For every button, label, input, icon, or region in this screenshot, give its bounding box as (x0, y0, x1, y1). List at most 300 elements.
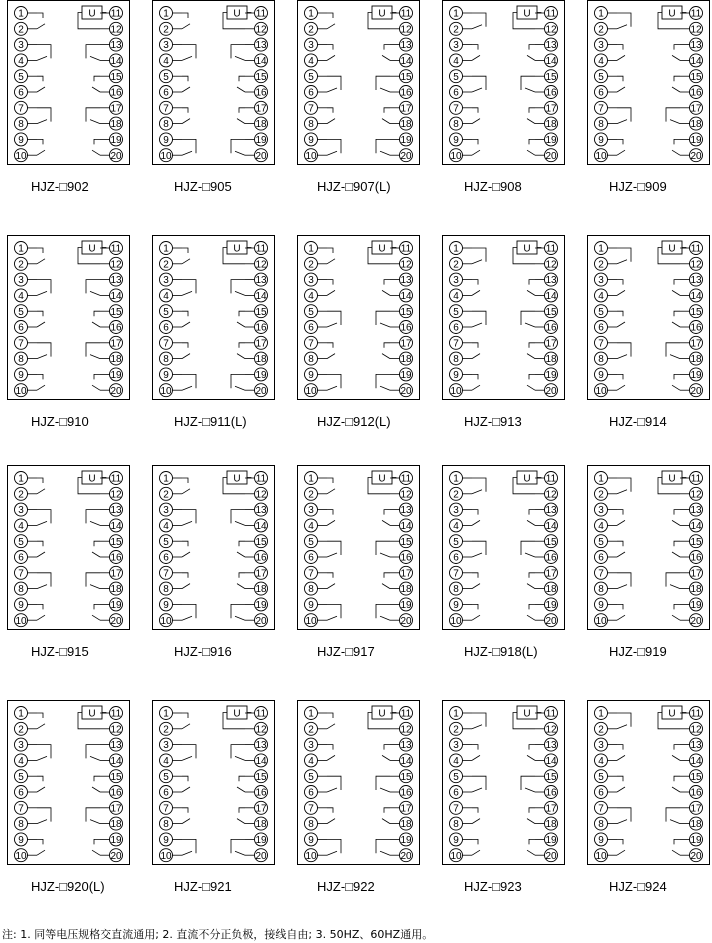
svg-text:11: 11 (545, 243, 557, 255)
terminal-17 (680, 801, 703, 814)
contact-left (472, 776, 486, 792)
relay-wiring-diagram (442, 465, 565, 660)
terminal-3 (305, 273, 328, 286)
svg-text:3: 3 (163, 40, 169, 52)
terminal-18 (535, 817, 558, 830)
svg-text:19: 19 (255, 600, 267, 611)
terminal-3 (15, 273, 38, 286)
svg-text:18: 18 (400, 584, 412, 596)
terminal-9 (595, 368, 618, 381)
svg-text:9: 9 (163, 600, 169, 611)
svg-text:3: 3 (598, 275, 604, 287)
terminal-9 (595, 598, 618, 611)
contact-left (37, 248, 45, 264)
svg-text:12: 12 (400, 489, 412, 501)
contact-left (617, 374, 625, 390)
svg-text:6: 6 (308, 322, 314, 334)
svg-text:16: 16 (545, 87, 557, 99)
svg-text:13: 13 (545, 40, 557, 52)
terminal-10 (15, 849, 38, 862)
svg-text:12: 12 (545, 24, 557, 36)
terminal-15 (100, 305, 123, 318)
svg-text:14: 14 (400, 521, 412, 532)
svg-text:18: 18 (255, 119, 267, 131)
terminal-6 (15, 786, 38, 799)
contact-left (182, 478, 190, 494)
svg-text:15: 15 (110, 536, 122, 548)
svg-text:20: 20 (255, 850, 267, 862)
svg-text:19: 19 (690, 600, 702, 611)
terminal-14 (245, 54, 268, 67)
terminal-8 (450, 352, 473, 365)
terminal-2 (450, 257, 473, 270)
svg-text:20: 20 (690, 615, 702, 627)
svg-text:1: 1 (453, 8, 459, 20)
svg-text:19: 19 (400, 135, 412, 146)
contact-left (327, 541, 341, 557)
svg-text:3: 3 (18, 275, 24, 287)
svg-text:4: 4 (18, 56, 24, 67)
svg-text:6: 6 (453, 322, 459, 334)
svg-text:6: 6 (18, 87, 24, 99)
terminal-7 (595, 801, 618, 814)
terminal-2 (305, 22, 328, 35)
svg-text:18: 18 (690, 119, 702, 131)
svg-text:16: 16 (690, 87, 702, 99)
svg-text:9: 9 (598, 370, 604, 381)
svg-text:17: 17 (690, 103, 702, 115)
svg-text:4: 4 (598, 56, 604, 67)
svg-text:9: 9 (453, 835, 459, 846)
terminal-16 (245, 786, 268, 799)
contact-left (617, 108, 631, 124)
terminal-13 (680, 738, 703, 751)
diagram-drawing (152, 0, 275, 167)
svg-text:9: 9 (453, 370, 459, 381)
terminal-13 (245, 273, 268, 286)
contact-right (92, 776, 100, 792)
svg-text:8: 8 (18, 584, 24, 596)
terminal-3 (15, 503, 38, 516)
terminal-2 (595, 22, 618, 35)
svg-text:8: 8 (598, 354, 604, 366)
svg-text:8: 8 (163, 819, 169, 831)
terminal-1 (160, 242, 183, 255)
svg-text:14: 14 (255, 521, 267, 532)
svg-text:15: 15 (400, 536, 412, 548)
svg-text:3: 3 (18, 740, 24, 752)
svg-text:10: 10 (305, 150, 317, 162)
terminal-10 (450, 614, 473, 627)
svg-text:1: 1 (598, 243, 604, 255)
contact-left (617, 13, 631, 29)
terminal-18 (390, 582, 413, 595)
svg-text:15: 15 (545, 306, 557, 318)
svg-text:19: 19 (110, 835, 122, 846)
svg-text:17: 17 (255, 568, 267, 580)
model-label: HJZ-□923 (464, 879, 522, 894)
relay-wiring-diagram (7, 235, 130, 430)
terminal-14 (680, 54, 703, 67)
svg-text:12: 12 (690, 259, 702, 271)
svg-text:20: 20 (545, 385, 557, 397)
svg-text:17: 17 (545, 803, 557, 815)
terminal-20 (245, 849, 268, 862)
terminal-13 (100, 503, 123, 516)
svg-text:20: 20 (255, 150, 267, 162)
terminal-20 (680, 614, 703, 627)
terminal-9 (15, 598, 38, 611)
svg-text:18: 18 (400, 354, 412, 366)
svg-text:11: 11 (400, 8, 412, 20)
terminal-20 (100, 849, 123, 862)
svg-text:4: 4 (18, 291, 24, 302)
svg-text:12: 12 (110, 489, 122, 501)
terminal-15 (535, 770, 558, 783)
model-label: HJZ-□924 (609, 879, 667, 894)
svg-text:4: 4 (453, 56, 459, 67)
diagram-drawing (297, 235, 420, 402)
terminal-1 (305, 472, 328, 485)
terminal-10 (15, 384, 38, 397)
svg-text:12: 12 (400, 259, 412, 271)
svg-text:10: 10 (595, 850, 607, 862)
terminal-5 (595, 535, 618, 548)
terminal-20 (245, 149, 268, 162)
svg-text:5: 5 (163, 771, 169, 783)
svg-text:11: 11 (255, 473, 267, 485)
svg-text:15: 15 (255, 306, 267, 318)
svg-text:13: 13 (690, 740, 702, 752)
svg-text:10: 10 (595, 150, 607, 162)
svg-text:5: 5 (598, 771, 604, 783)
terminal-17 (245, 801, 268, 814)
terminal-12 (100, 257, 123, 270)
svg-text:2: 2 (18, 489, 24, 501)
svg-text:2: 2 (18, 259, 24, 271)
svg-text:U: U (668, 243, 676, 255)
relay-wiring-diagram (587, 0, 710, 195)
contact-left (617, 808, 631, 824)
svg-text:15: 15 (545, 71, 557, 83)
svg-text:11: 11 (690, 473, 702, 485)
svg-text:8: 8 (163, 119, 169, 131)
svg-text:5: 5 (163, 536, 169, 548)
coil-symbol (368, 706, 396, 729)
svg-text:U: U (668, 473, 676, 485)
contact-left (327, 776, 341, 792)
relay-wiring-diagram (152, 0, 275, 195)
terminal-4 (450, 519, 473, 532)
terminal-2 (450, 22, 473, 35)
svg-text:U: U (233, 708, 241, 720)
terminal-18 (245, 817, 268, 830)
contact-right (666, 808, 680, 824)
svg-text:17: 17 (110, 568, 122, 580)
terminal-6 (15, 551, 38, 564)
terminal-8 (450, 117, 473, 130)
contact-right (237, 76, 245, 92)
contact-right (231, 280, 245, 296)
svg-text:7: 7 (453, 568, 459, 580)
model-label: HJZ-□905 (174, 179, 232, 194)
svg-text:18: 18 (255, 584, 267, 596)
coil-symbol (368, 6, 396, 29)
terminal-8 (15, 352, 38, 365)
svg-text:5: 5 (453, 71, 459, 83)
svg-text:1: 1 (598, 708, 604, 720)
contact-right (237, 776, 245, 792)
coil-symbol (513, 6, 541, 29)
contact-left (327, 604, 341, 620)
diagram-drawing (442, 700, 565, 867)
svg-text:16: 16 (545, 787, 557, 799)
svg-text:11: 11 (110, 708, 122, 720)
terminal-10 (450, 149, 473, 162)
svg-text:7: 7 (308, 338, 314, 350)
terminal-14 (390, 289, 413, 302)
contact-left (327, 13, 335, 29)
terminal-16 (680, 551, 703, 564)
contact-right (527, 510, 535, 526)
svg-text:10: 10 (450, 615, 462, 627)
svg-text:18: 18 (545, 119, 557, 131)
contact-right (237, 108, 245, 124)
terminal-9 (595, 133, 618, 146)
svg-text:17: 17 (400, 568, 412, 580)
contact-right (521, 76, 535, 92)
terminal-12 (390, 257, 413, 270)
terminal-16 (100, 551, 123, 564)
terminal-12 (390, 487, 413, 500)
svg-text:8: 8 (163, 584, 169, 596)
relay-wiring-diagram (7, 0, 130, 195)
coil-symbol (368, 241, 396, 264)
terminal-14 (680, 519, 703, 532)
svg-text:10: 10 (160, 150, 172, 162)
svg-text:U: U (378, 708, 386, 720)
contact-left (182, 139, 196, 155)
svg-text:18: 18 (690, 354, 702, 366)
svg-text:6: 6 (453, 552, 459, 564)
terminal-18 (100, 817, 123, 830)
contact-left (37, 13, 45, 29)
contact-left (37, 713, 45, 729)
contact-right (527, 280, 535, 296)
terminal-13 (390, 738, 413, 751)
contact-left (182, 510, 196, 526)
contact-left (182, 573, 190, 589)
terminal-17 (100, 336, 123, 349)
svg-text:7: 7 (18, 803, 24, 815)
svg-text:1: 1 (18, 473, 24, 485)
terminal-18 (245, 117, 268, 130)
svg-text:7: 7 (308, 103, 314, 115)
svg-text:11: 11 (400, 708, 412, 720)
svg-text:4: 4 (598, 756, 604, 767)
terminal-13 (245, 38, 268, 51)
contact-right (672, 604, 680, 620)
contact-left (617, 248, 631, 264)
coil-symbol (78, 471, 106, 494)
contact-left (617, 139, 625, 155)
coil-symbol (223, 706, 251, 729)
svg-text:4: 4 (598, 291, 604, 302)
terminal-6 (305, 321, 328, 334)
terminal-9 (15, 833, 38, 846)
svg-text:10: 10 (450, 150, 462, 162)
terminal-3 (450, 503, 473, 516)
svg-text:13: 13 (690, 275, 702, 287)
terminal-16 (390, 786, 413, 799)
svg-text:U: U (233, 243, 241, 255)
contact-left (617, 478, 631, 494)
terminal-16 (245, 86, 268, 99)
svg-text:19: 19 (400, 370, 412, 381)
terminal-13 (245, 738, 268, 751)
svg-text:13: 13 (110, 740, 122, 752)
svg-text:18: 18 (545, 819, 557, 831)
contact-right (231, 45, 245, 61)
terminal-3 (450, 38, 473, 51)
terminal-6 (450, 321, 473, 334)
svg-text:17: 17 (110, 338, 122, 350)
terminal-16 (100, 321, 123, 334)
svg-text:13: 13 (545, 505, 557, 517)
terminal-3 (595, 38, 618, 51)
terminal-9 (160, 368, 183, 381)
terminal-4 (305, 754, 328, 767)
terminal-20 (535, 614, 558, 627)
terminal-20 (100, 614, 123, 627)
model-label: HJZ-□916 (174, 644, 232, 659)
contact-left (182, 311, 190, 327)
contact-right (86, 280, 100, 296)
svg-text:19: 19 (690, 370, 702, 381)
terminal-20 (535, 849, 558, 862)
svg-text:7: 7 (18, 103, 24, 115)
svg-text:16: 16 (400, 552, 412, 564)
terminal-13 (535, 503, 558, 516)
contact-right (231, 510, 245, 526)
svg-text:9: 9 (453, 600, 459, 611)
svg-text:1: 1 (453, 243, 459, 255)
terminal-2 (305, 722, 328, 735)
svg-text:8: 8 (453, 354, 459, 366)
model-label: HJZ-□912(L) (317, 414, 391, 429)
terminal-7 (450, 566, 473, 579)
svg-text:15: 15 (690, 71, 702, 83)
contact-left (37, 280, 51, 296)
svg-text:7: 7 (163, 568, 169, 580)
contact-left (327, 713, 335, 729)
svg-text:19: 19 (255, 370, 267, 381)
relay-wiring-diagram (587, 465, 710, 660)
terminal-10 (160, 614, 183, 627)
svg-text:3: 3 (163, 505, 169, 517)
svg-text:14: 14 (690, 756, 702, 767)
svg-text:9: 9 (18, 370, 24, 381)
svg-text:17: 17 (400, 803, 412, 815)
contact-right (376, 374, 390, 390)
terminal-7 (305, 801, 328, 814)
terminal-12 (100, 722, 123, 735)
contact-right (382, 573, 390, 589)
terminal-14 (390, 519, 413, 532)
relay-wiring-diagram (587, 700, 710, 895)
terminal-15 (100, 770, 123, 783)
svg-text:5: 5 (18, 771, 24, 783)
terminal-3 (305, 38, 328, 51)
svg-text:1: 1 (453, 473, 459, 485)
svg-text:10: 10 (15, 385, 27, 397)
coil-symbol (223, 6, 251, 29)
terminal-15 (535, 535, 558, 548)
diagram-drawing (7, 465, 130, 632)
contact-right (376, 76, 390, 92)
terminal-20 (535, 149, 558, 162)
terminal-6 (160, 321, 183, 334)
terminal-5 (15, 535, 38, 548)
terminal-4 (305, 54, 328, 67)
terminal-15 (245, 770, 268, 783)
terminal-8 (595, 582, 618, 595)
terminal-2 (160, 722, 183, 735)
terminal-5 (160, 305, 183, 318)
terminal-19 (245, 368, 268, 381)
svg-text:5: 5 (308, 771, 314, 783)
contact-left (617, 76, 625, 92)
svg-text:4: 4 (163, 291, 169, 302)
svg-text:13: 13 (110, 40, 122, 52)
svg-text:1: 1 (308, 708, 314, 720)
contact-left (37, 374, 45, 390)
svg-text:8: 8 (18, 119, 24, 131)
terminal-14 (535, 289, 558, 302)
svg-text:7: 7 (308, 568, 314, 580)
svg-text:7: 7 (598, 803, 604, 815)
contact-right (527, 139, 535, 155)
svg-text:12: 12 (110, 259, 122, 271)
svg-text:6: 6 (453, 87, 459, 99)
terminal-1 (305, 707, 328, 720)
contact-left (327, 510, 335, 526)
terminal-3 (15, 738, 38, 751)
svg-text:17: 17 (110, 103, 122, 115)
svg-text:U: U (378, 243, 386, 255)
terminal-9 (15, 133, 38, 146)
contact-left (617, 745, 625, 761)
terminal-13 (535, 738, 558, 751)
terminal-7 (15, 336, 38, 349)
terminal-16 (535, 786, 558, 799)
coil-symbol (513, 706, 541, 729)
terminal-19 (245, 833, 268, 846)
terminal-12 (390, 722, 413, 735)
contact-left (472, 745, 480, 761)
terminal-9 (15, 368, 38, 381)
svg-text:20: 20 (545, 850, 557, 862)
contact-left (182, 839, 196, 855)
svg-text:18: 18 (110, 119, 122, 131)
terminal-20 (390, 384, 413, 397)
coil-symbol (78, 706, 106, 729)
terminal-12 (100, 487, 123, 500)
terminal-18 (100, 117, 123, 130)
contact-left (37, 45, 51, 61)
svg-text:18: 18 (110, 584, 122, 596)
svg-text:14: 14 (110, 56, 122, 67)
